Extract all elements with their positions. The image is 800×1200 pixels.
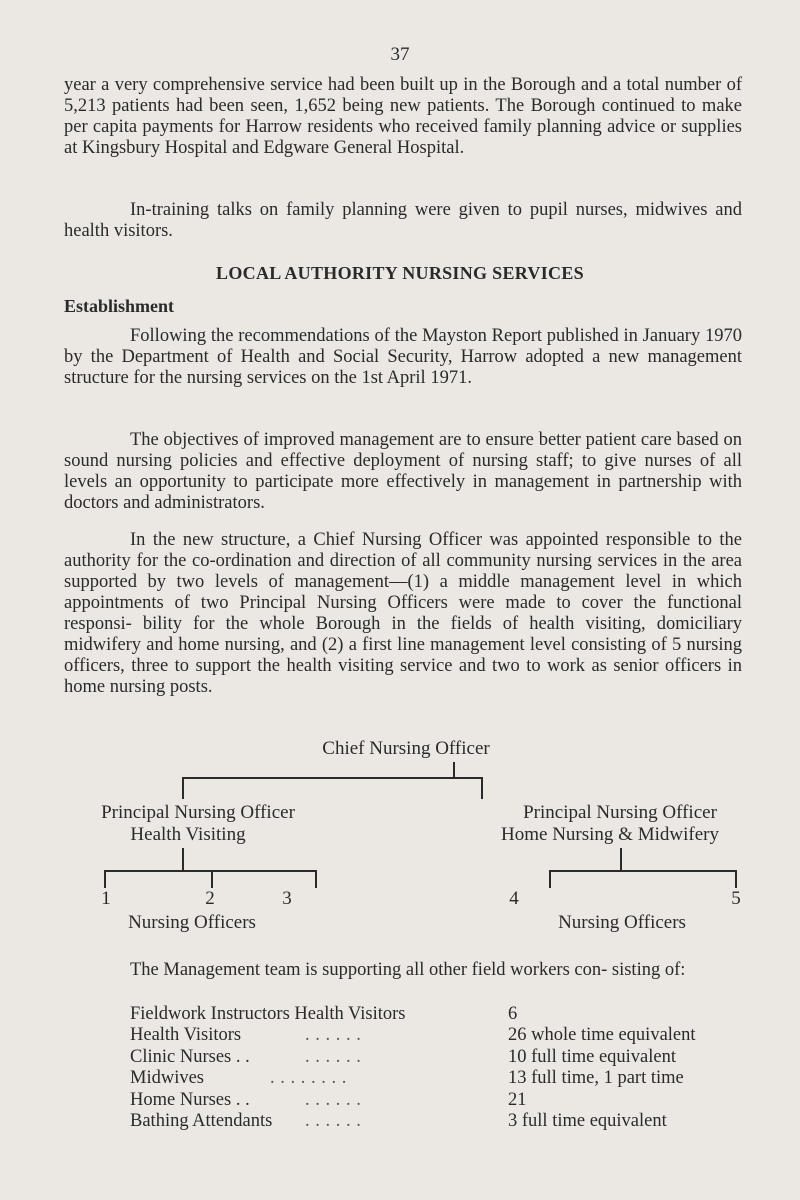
org-nursing-officers-right: Nursing Officers [558,912,686,933]
org-connector-line [735,870,737,888]
org-connector-line [182,777,184,799]
section-heading: LOCAL AUTHORITY NURSING SERVICES [216,263,584,283]
org-principal-officer-right-sub: Home Nursing & Midwifery [501,824,719,845]
subheading-establishment: Establishment [64,296,175,316]
staff-value: 26 whole time equivalent [508,1025,696,1046]
leader-dots: . . . . . . . . [270,1068,347,1089]
leader-dots: . . . . . . [305,1089,362,1110]
org-connector-line [549,870,736,872]
leader-dots: . . . . . . [305,1110,362,1131]
org-connector-line [211,870,213,888]
org-officer-3: 3 [282,888,292,909]
staff-role: Midwives [130,1068,204,1089]
org-connector-line [481,777,483,799]
org-officer-2: 2 [205,888,215,909]
staff-value: 3 full time equivalent [508,1110,667,1131]
staff-value: 10 full time equivalent [508,1046,676,1067]
leader-dots: . . . . . . [305,1046,362,1067]
org-principal-officer-left-sub: Health Visiting [130,824,246,845]
org-connector-line [315,870,317,888]
org-chief-nursing-officer: Chief Nursing Officer [322,738,490,759]
org-connector-line [182,848,184,870]
org-officer-1: 1 [101,888,111,909]
staff-value: 21 [508,1089,527,1110]
org-connector-line [453,762,455,778]
org-connector-line [104,870,106,888]
org-connector-line [620,848,622,870]
staff-role: Home Nurses . . [130,1089,250,1110]
paragraph-in-training: In-training talks on family planning were given to pupil nurses, midwives and health visitors. [64,200,742,241]
staff-role: Clinic Nurses . . [130,1046,250,1067]
staff-role: Fieldwork Instructors Health Visitors [130,1004,406,1024]
org-principal-officer-right: Principal Nursing Officer [523,802,717,823]
org-officer-5: 5 [731,888,741,909]
staff-role: Health Visitors [130,1025,242,1046]
page-number: 37 [390,44,410,65]
staff-role: Bathing Attendants [130,1110,273,1131]
org-nursing-officers-left: Nursing Officers [128,912,256,933]
org-connector-line [104,870,316,872]
paragraph-management-team: The Management team is supporting all other field workers con- sisting of: [130,960,686,980]
org-officer-4: 4 [509,888,519,909]
org-principal-officer-left: Principal Nursing Officer [101,802,295,823]
paragraph-new-structure: In the new structure, a Chief Nursing Officer was appointed responsible to the authority for the co-ordination and direction of all community nursing services in the area supported by two levels of management—(1) a middle management level in which appointments of two Principal Nursing Officers were made to cover the functional responsi- bility for the whole Borough in the fields of health visiting, domiciliary midwifery and home nursing, and (2) a first line management level consisting of 5 nursing officers, three to support the health visiting service and two to work as senior officers in home nursing posts. [64,530,742,697]
org-connector-line [182,777,482,779]
paragraph-family-planning: year a very comprehensive service had been built up in the Borough and a total number of 5,213 patients had been seen, 1,652 being new patients. The Borough continued to make per capita payments for Harrow residents who received family planning advice or supplies at Kingsbury Hospital and Edgware General Hospital. [64,75,742,158]
staff-value: 6 [508,1004,518,1024]
org-connector-line [549,870,551,888]
paragraph-mayston-report: Following the recommendations of the Mayston Report published in January 1970 by the Department of Health and Social Security, Harrow adopted a new management structure for the nursing services on the 1st April 1971. [64,326,742,388]
leader-dots: . . . . . . [305,1025,362,1046]
paragraph-objectives: The objectives of improved management are to ensure better patient care based on sound nursing policies and effective deployment of nursing staff; to give nurses of all levels an opportunity to participate more effectively in management in partnership with doctors and administrators. [64,430,742,513]
staff-value: 13 full time, 1 part time [508,1068,684,1089]
